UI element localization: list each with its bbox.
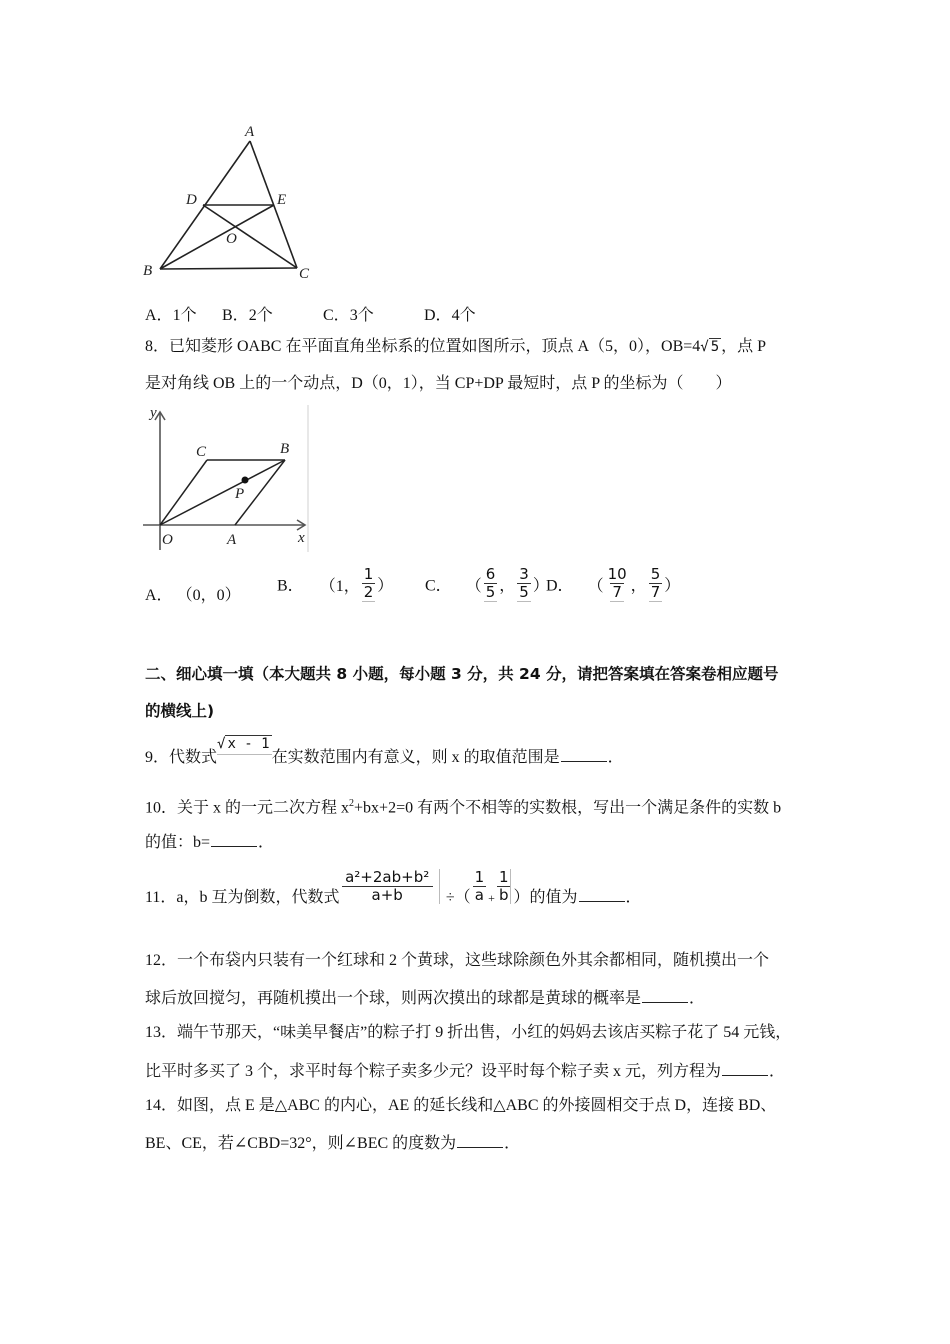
paren-open: （: [465, 577, 482, 595]
period: ．: [769, 1063, 786, 1080]
q13-line1: 13．端午节那天，“味美早餐店”的粽子打 9 折出售，小红的妈妈去该店买粽子花了 54 元钱，: [145, 1024, 792, 1041]
plus-sign: +: [488, 891, 495, 905]
answer-blank[interactable]: [457, 1133, 503, 1148]
label-O: O: [226, 231, 237, 247]
denominator: 2: [363, 583, 374, 601]
answer-blank[interactable]: [722, 1061, 768, 1076]
section2-heading-line1: 二、细心填一填（本大题共 8 小题，每小题 3 分，共 24 分，请把答案填在答案卷相应题号: [145, 665, 779, 683]
fraction: [517, 566, 531, 602]
fraction: [649, 566, 663, 602]
option-text: 3个: [349, 307, 374, 324]
numerator: 1: [498, 867, 509, 886]
option-text: 4个: [451, 307, 476, 324]
label-A: A: [245, 124, 255, 140]
divide-sign: ÷（: [445, 889, 471, 906]
answer-blank[interactable]: [642, 988, 688, 1003]
q12-text: 球后放回搅匀，再随机摸出一个球，则两次摸出的球都是黄球的概率是: [145, 990, 642, 1007]
q10-text-suffix: +bx+2=0 有两个不相等的实数根，写出一个满足条件的实数 b: [354, 799, 782, 817]
answer-blank[interactable]: [579, 887, 625, 902]
option-key: A．: [145, 307, 173, 324]
numerator: a²+2ab+b²: [345, 867, 430, 886]
label-C: C: [299, 266, 310, 282]
option-key: C．: [323, 307, 350, 324]
q8-text: 8．已知菱形 OABC 在平面直角坐标系的位置如图所示，顶点 A（5，0），OB=4: [145, 338, 701, 355]
numerator: 6: [485, 565, 496, 583]
numerator: 3: [519, 565, 529, 583]
denominator: a+b: [342, 886, 433, 904]
q14-line2: [145, 1133, 520, 1154]
answer-blank[interactable]: [561, 747, 607, 762]
option-key: C．: [425, 577, 452, 595]
sqrt-expression: √ 5: [700, 339, 720, 355]
q7-option-c: [323, 302, 374, 325]
option-text: （0，0）: [176, 587, 241, 604]
option-key: A．: [145, 587, 173, 604]
q7-option-b: [222, 302, 273, 325]
q9: [145, 736, 624, 769]
radicand: x - 1: [227, 736, 270, 752]
label-C: C: [196, 444, 207, 460]
paren-close: ）: [377, 577, 394, 595]
q8-option-b: [277, 566, 393, 602]
period: ．: [607, 749, 624, 766]
denominator: 7: [650, 583, 661, 601]
label-A: A: [227, 532, 237, 548]
q11-text: 11．a，b 互为倒数，代数式: [145, 889, 340, 906]
paren-open: （: [587, 577, 604, 595]
fraction-expression: [342, 869, 440, 904]
denominator: 7: [612, 583, 622, 601]
q14-text: BE、CE，若∠CBD=32°，则∠BEC 的度数为: [145, 1135, 457, 1152]
q9-text-suffix: 在实数范围内有意义，则 x 的取值范围是: [271, 749, 560, 766]
q8-option-c: [425, 566, 549, 602]
fraction-1-over-b: [497, 869, 512, 904]
numerator: 1: [363, 565, 374, 583]
q10-line2: [145, 832, 274, 853]
triangle-figure: [140, 120, 340, 290]
paren-close: ）: [664, 577, 681, 595]
q10-text: 的值：b=: [145, 834, 211, 851]
option-key: D．: [546, 577, 574, 595]
option-key: D．: [424, 307, 452, 324]
separator: ，: [630, 577, 647, 595]
q11-text-suffix: ）的值为: [513, 889, 578, 906]
q13-text: 比平时多买了 3 个，求平时每个粽子卖多少元？设平时每个粽子卖 x 元，列方程为: [145, 1063, 722, 1080]
sqrt-expression: √ x - 1: [217, 734, 272, 755]
section2-heading-line2: 的横线上): [145, 702, 215, 720]
label-O: O: [162, 532, 173, 548]
q14-line1: 14．如图，点 E 是△ABC 的内心，AE 的延长线和△ABC 的外接圆相交于点 D，连接 BD、: [145, 1097, 777, 1114]
q8-text-suffix: ，点 P: [721, 338, 767, 355]
label-y: y: [150, 405, 157, 421]
separator: ，: [499, 577, 516, 595]
period: ．: [625, 889, 642, 906]
q8-option-d: [546, 566, 680, 602]
point-p-marker: [242, 477, 249, 484]
fraction: [606, 566, 629, 602]
paren-close: ）: [532, 577, 549, 595]
denominator: b: [498, 885, 509, 904]
q11: [145, 866, 642, 918]
fraction: [362, 566, 376, 602]
q7-option-a: [145, 302, 197, 325]
answer-blank[interactable]: [211, 832, 257, 847]
radicand: 5: [710, 339, 720, 355]
denominator: a: [474, 885, 484, 904]
denominator: 5: [485, 583, 496, 601]
q12-line2: [145, 988, 705, 1009]
fraction-1-over-a: [473, 869, 487, 904]
numerator: 5: [650, 565, 661, 583]
q9-text: 9．代数式: [145, 749, 218, 766]
option-key: B．: [222, 307, 249, 324]
rhombus-coordinate-figure: [140, 400, 320, 560]
q7-option-d: [424, 302, 476, 325]
option-key: B．: [277, 577, 304, 595]
q8-line1: [145, 337, 766, 357]
label-P: P: [235, 486, 245, 502]
option-text: 2个: [248, 307, 273, 324]
label-D: D: [186, 192, 197, 208]
option-text: 1个: [172, 307, 197, 324]
period: ．: [689, 990, 706, 1007]
label-B: B: [280, 441, 290, 457]
period: ．: [504, 1135, 521, 1152]
q8-line2: [145, 374, 732, 394]
label-E: E: [277, 192, 287, 208]
q13-line2: [145, 1061, 785, 1082]
numerator: 10: [607, 565, 627, 583]
period: ．: [258, 834, 275, 851]
numerator: 1: [474, 867, 485, 886]
paren-open: （1，: [319, 577, 360, 595]
q10-line1: [145, 794, 781, 818]
q10-text: 10．关于 x 的一元二次方程 x: [145, 799, 350, 817]
q8-text: 是对角线 OB 上的一个动点，D（0，1），当 CP+DP 最短时，点 P 的坐标为（ ）: [145, 375, 732, 392]
denominator: 5: [519, 583, 529, 601]
label-x: x: [298, 530, 305, 546]
q8-option-a: [145, 582, 241, 605]
fraction: [484, 566, 498, 602]
q12-line1: 12．一个布袋内只装有一个红球和 2 个黄球，这些球除颜色外其余都相同，随机摸出一个: [145, 952, 770, 969]
label-B: B: [143, 263, 153, 279]
exponent: 2: [349, 798, 355, 809]
